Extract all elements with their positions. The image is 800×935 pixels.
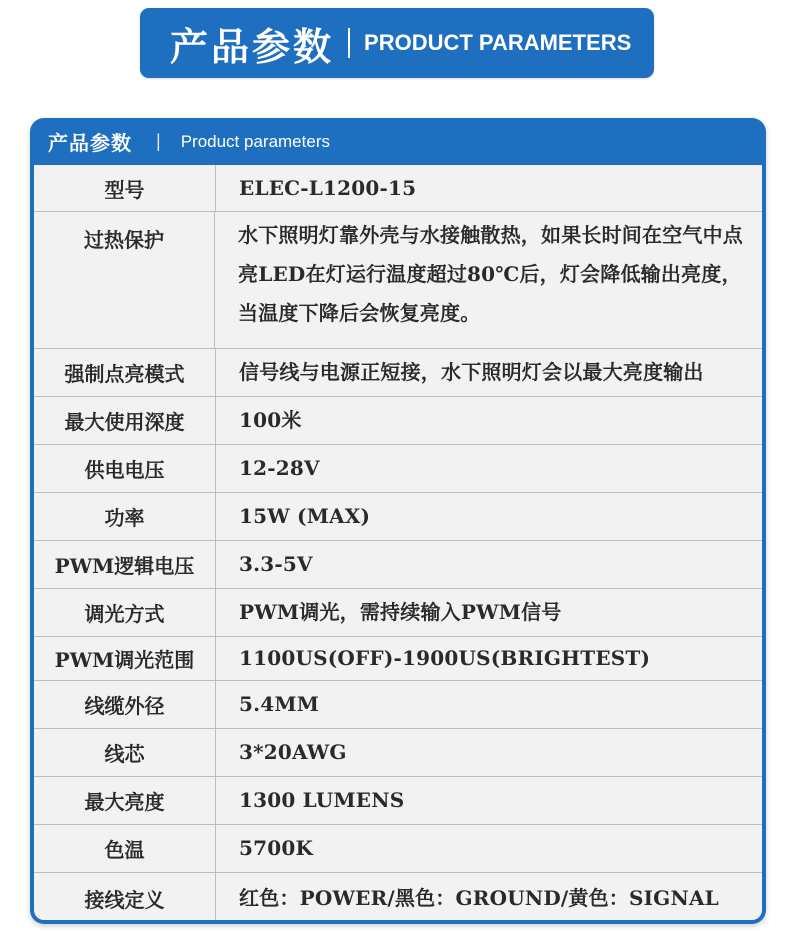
row-label: 最大使用深度 bbox=[34, 397, 216, 444]
table-row bbox=[34, 349, 762, 397]
table-row bbox=[34, 165, 762, 212]
row-value: 信号线与电源正短接，水下照明灯会以最大亮度输出 bbox=[239, 360, 704, 384]
row-label: PWM调光范围 bbox=[34, 637, 216, 680]
row-value: 红色：POWER/黑色：GROUND/黄色：SIGNAL bbox=[239, 886, 719, 910]
row-label: 功率 bbox=[34, 493, 216, 540]
row-value: 100米 bbox=[239, 408, 302, 432]
row-value: ELEC-L1200-15 bbox=[239, 175, 417, 200]
row-value: 3.3-5V bbox=[239, 552, 313, 576]
table-row bbox=[34, 397, 762, 445]
card-title-en: Product parameters bbox=[180, 131, 330, 151]
row-value: 水下照明灯靠外壳与水接触散热，如果长时间在空气中点亮LED在灯运行温度超过80℃后，灯会降低输出亮度，当温度下降后会恢复亮度。 bbox=[238, 223, 743, 325]
row-label: 色温 bbox=[34, 825, 216, 872]
row-value: 3*20AWG bbox=[239, 740, 347, 764]
row-label: 调光方式 bbox=[34, 589, 216, 636]
row-value: 15W (MAX) bbox=[239, 504, 371, 528]
row-value: PWM调光，需持续输入PWM信号 bbox=[239, 600, 562, 624]
table-row bbox=[34, 637, 762, 681]
row-value: 1100US(OFF)-1900US(BRIGHTEST) bbox=[239, 646, 651, 670]
card-header bbox=[30, 118, 766, 165]
table-row bbox=[34, 541, 762, 589]
row-label: 接线定义 bbox=[34, 873, 216, 920]
card-title-separator: | bbox=[156, 131, 161, 151]
row-value: 1300 LUMENS bbox=[239, 788, 405, 812]
card-title-cn: 产品参数 bbox=[48, 131, 132, 155]
row-label: PWM逻辑电压 bbox=[34, 541, 216, 588]
table-row bbox=[34, 212, 762, 349]
table-row bbox=[34, 445, 762, 493]
banner-title-en: PRODUCT PARAMETERS bbox=[364, 30, 632, 55]
row-label: 线芯 bbox=[34, 729, 216, 776]
parameters-table bbox=[34, 165, 762, 920]
row-label: 线缆外径 bbox=[34, 681, 216, 728]
row-label: 最大亮度 bbox=[34, 777, 216, 824]
table-row bbox=[34, 589, 762, 637]
table-row bbox=[34, 729, 762, 777]
banner-title-cn: 产品参数 bbox=[170, 24, 335, 69]
table-row bbox=[34, 825, 762, 873]
row-value: 12-28V bbox=[239, 456, 320, 480]
row-label: 过热保护 bbox=[34, 212, 215, 348]
row-label: 型号 bbox=[34, 165, 216, 211]
row-label: 供电电压 bbox=[34, 445, 216, 492]
row-value: 5700K bbox=[239, 836, 314, 860]
row-value: 5.4MM bbox=[239, 692, 320, 716]
table-row bbox=[34, 777, 762, 825]
table-row bbox=[34, 493, 762, 541]
banner-divider bbox=[348, 28, 350, 58]
header-banner bbox=[140, 8, 654, 78]
row-label: 强制点亮模式 bbox=[34, 349, 216, 396]
table-row bbox=[34, 681, 762, 729]
table-row bbox=[34, 873, 762, 920]
parameters-card bbox=[30, 118, 766, 924]
